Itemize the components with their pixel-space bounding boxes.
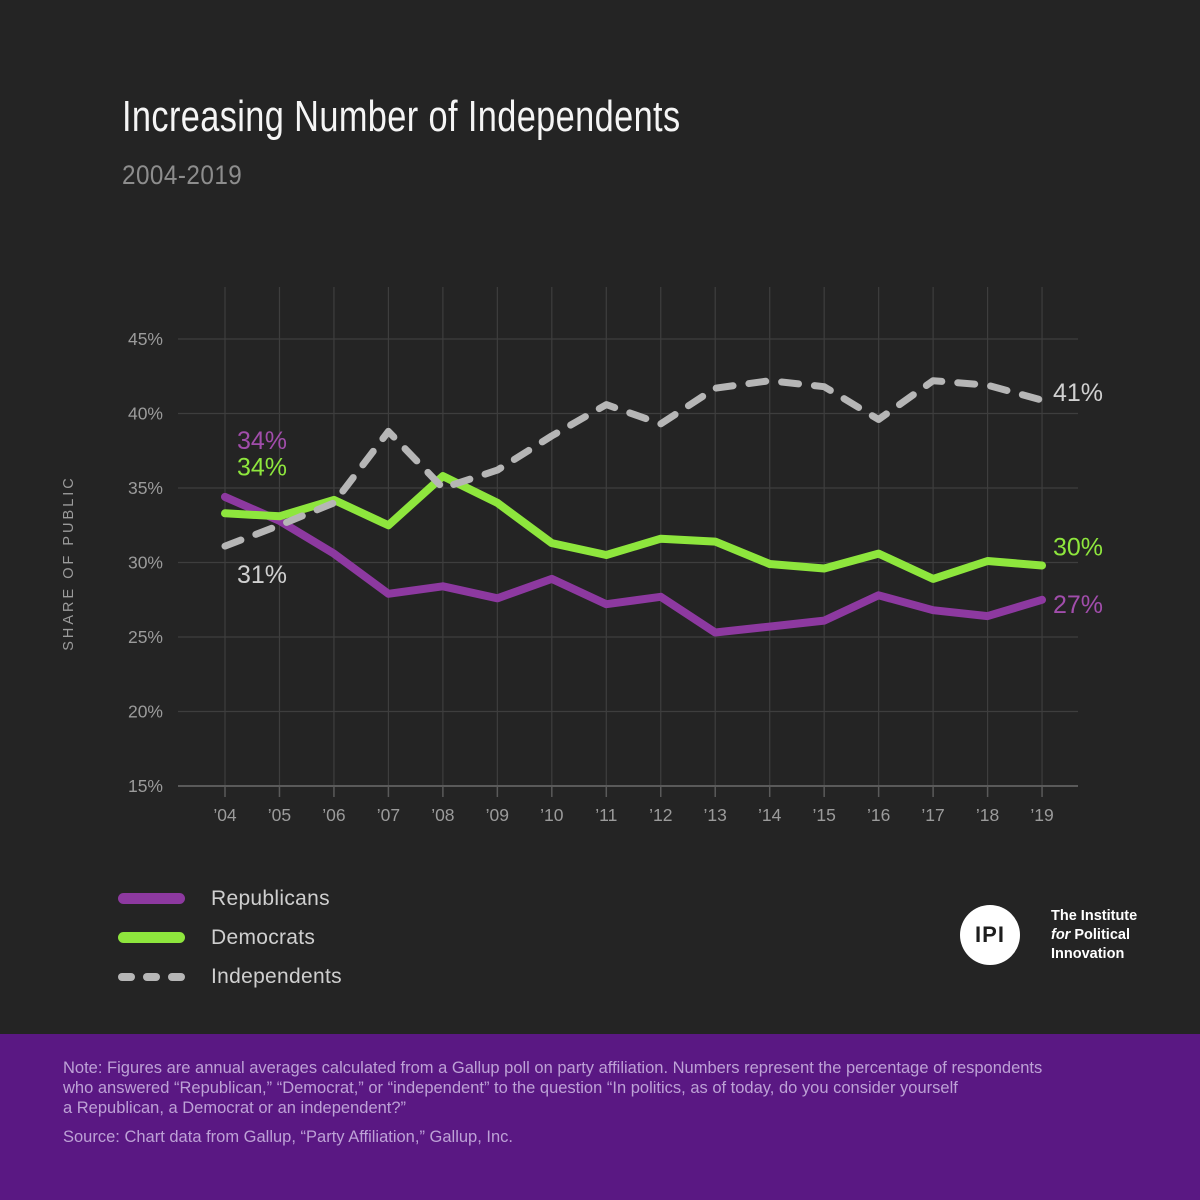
footer-note-band — [0, 1034, 1200, 1200]
x-tick-label: ’15 — [812, 805, 836, 825]
y-tick-label: 25% — [127, 627, 163, 647]
democrats-line-swatch — [118, 932, 185, 943]
start-value-label-democrats: 34% — [237, 453, 288, 482]
y-tick-label: 35% — [127, 478, 163, 498]
x-tick-label: ’09 — [485, 805, 510, 825]
logo-line-2: for Political — [1051, 927, 1130, 943]
footnote — [63, 1058, 1042, 1118]
x-tick-label: ’07 — [376, 805, 401, 825]
logo-line-1: The Institute — [1051, 908, 1138, 924]
legend-item-democrats — [118, 918, 342, 957]
page-subtitle: 2004-2019 — [122, 160, 243, 190]
logo-line-3: Innovation — [1051, 946, 1125, 962]
x-tick-label: ’08 — [431, 805, 455, 825]
series-line-republicans — [225, 497, 1042, 633]
series-line-independents — [225, 381, 1042, 546]
ipi-logo-text — [1051, 907, 1137, 964]
legend-item-republicans — [118, 879, 342, 918]
ipi-monogram: IPI — [975, 922, 1005, 947]
y-tick-label: 40% — [127, 403, 163, 424]
x-tick-label: ’19 — [1030, 805, 1054, 825]
republicans-line-swatch — [118, 893, 185, 904]
x-tick-label: ’16 — [866, 805, 891, 825]
y-tick-label: 45% — [127, 329, 163, 349]
start-value-label-independents: 31% — [237, 561, 288, 590]
independents-dashed-swatch — [118, 973, 185, 981]
x-tick-label: ’17 — [921, 805, 945, 825]
legend-label: Independents — [211, 964, 342, 988]
x-tick-label: ’10 — [540, 805, 564, 825]
legend-label: Democrats — [211, 925, 316, 949]
chart-legend — [118, 879, 342, 996]
x-tick-label: ’14 — [758, 805, 782, 825]
x-tick-label: ’04 — [213, 805, 237, 825]
y-axis-title: SHARE OF PUBLIC — [61, 475, 77, 651]
footnote-line: Note: Figures are annual averages calculated from a Gallup poll on party affiliation. Numbers represent the percentage of respondents — [63, 1059, 1043, 1077]
end-value-label-democrats: 30% — [1053, 533, 1104, 562]
y-tick-label: 15% — [127, 776, 163, 796]
footnote-line: a Republican, a Democrat or an independent?” — [63, 1099, 407, 1117]
y-tick-label: 20% — [127, 701, 163, 722]
legend-label: Republicans — [211, 886, 330, 910]
ipi-logo-circle — [960, 905, 1020, 965]
y-tick-label: 30% — [127, 552, 163, 573]
x-tick-label: ’11 — [595, 805, 618, 825]
end-value-label-republicans: 27% — [1053, 590, 1104, 619]
end-value-label-independents: 41% — [1053, 379, 1104, 408]
x-tick-label: ’13 — [703, 805, 727, 825]
start-value-label-republicans: 34% — [237, 426, 288, 455]
x-tick-label: ’18 — [975, 805, 1000, 825]
x-tick-label: ’06 — [322, 805, 346, 825]
ipi-logo — [960, 905, 1137, 965]
footnote-line: who answered “Republican,” “Democrat,” or “independent” to the question “In politics, as of today, do you consider yourself — [63, 1079, 958, 1097]
source-credit: Source: Chart data from Gallup, “Party Affiliation,” Gallup, Inc. — [63, 1128, 513, 1146]
x-tick-label: ’05 — [267, 805, 292, 825]
legend-item-independents — [118, 957, 342, 996]
x-tick-label: ’12 — [649, 805, 673, 825]
page-title: Increasing Number of Independents — [122, 92, 681, 141]
